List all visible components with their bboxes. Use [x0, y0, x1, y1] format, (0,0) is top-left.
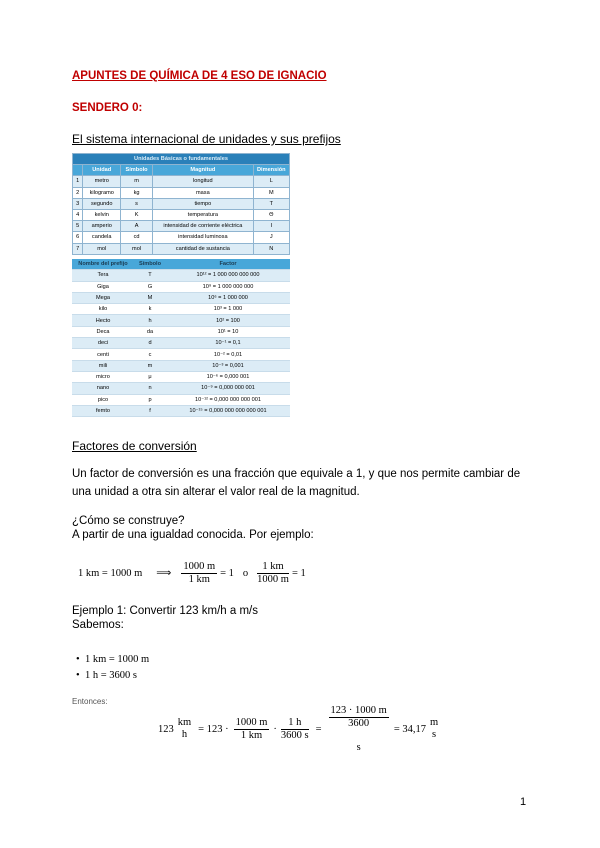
table-cell: centi [72, 349, 134, 360]
table-cell: kilogramo [83, 187, 121, 198]
table-row [72, 338, 290, 349]
table-row [73, 243, 290, 254]
table-cell: n [134, 383, 166, 394]
table-row [72, 281, 290, 292]
table-cell: N [253, 243, 289, 254]
table-cell: 10¹ = 10 [166, 326, 290, 337]
table-cell: K [121, 209, 153, 220]
table-cell: Hecto [72, 315, 134, 326]
table-cell: 10⁹ = 1 000 000 000 [166, 281, 290, 292]
units-table-title: Unidades Básicas o fundamentales [73, 154, 290, 165]
table-cell: 3 [73, 198, 83, 209]
table-cell: m [121, 176, 153, 187]
bullet-dot-icon: • [76, 654, 80, 665]
then-label: Entonces: [72, 697, 108, 706]
table-cell: 10⁻² = 0,01 [166, 349, 290, 360]
known-label: Sabemos: [72, 619, 124, 631]
table-cell: masa [153, 187, 254, 198]
equals-sign: = [315, 723, 322, 735]
fraction-denominator: 1 km [240, 729, 263, 741]
units-col-header: Símbolo [121, 165, 153, 176]
table-cell: 2 [73, 187, 83, 198]
table-cell: 4 [73, 209, 83, 220]
units-col-header [73, 165, 83, 176]
question-text: ¿Cómo se construye? [72, 515, 185, 527]
fraction-denominator: s [432, 729, 437, 740]
table-cell: M [253, 187, 289, 198]
or-text: o [242, 567, 249, 579]
table-cell: 10¹² = 1 000 000 000 000 [166, 270, 290, 281]
table-row [73, 209, 290, 220]
table-cell: longitud [153, 176, 254, 187]
prefixes-table [72, 259, 290, 417]
units-col-header: Magnitud [153, 165, 254, 176]
eq1-lhs: 1 km = 1000 m [78, 567, 143, 579]
factor-fraction [234, 717, 270, 742]
factor-fraction [257, 561, 289, 586]
table-cell: m [134, 360, 166, 371]
table-row [73, 221, 290, 232]
units-table [72, 153, 290, 255]
factor-fraction [329, 705, 389, 754]
table-cell: J [253, 232, 289, 243]
table-row [72, 383, 290, 394]
table-cell: 10² = 100 [166, 315, 290, 326]
table-row [72, 292, 290, 303]
page-number: 1 [520, 796, 527, 808]
fraction-numerator: 1 km [257, 561, 289, 574]
table-cell: 5 [73, 221, 83, 232]
table-cell: p [134, 394, 166, 405]
table-cell: mol [83, 243, 121, 254]
table-cell: f [134, 405, 166, 416]
table-row [72, 349, 290, 360]
equation-km-m [78, 558, 306, 588]
table-cell: Deca [72, 326, 134, 337]
table-cell: intensidad de corriente eléctrica [153, 221, 254, 232]
table-cell: micro [72, 371, 134, 382]
table-cell: d [134, 338, 166, 349]
implies-symbol: ⟹ [156, 568, 172, 579]
fraction-numerator: 1000 m [183, 560, 216, 572]
table-row [73, 232, 290, 243]
bullet-item [76, 654, 149, 665]
table-cell: mol [121, 243, 153, 254]
table-cell: temperatura [153, 209, 254, 220]
table-cell: M [134, 292, 166, 303]
table-cell: pico [72, 394, 134, 405]
table-cell: 10⁻⁶ = 0,000 001 [166, 371, 290, 382]
table-cell: segundo [83, 198, 121, 209]
table-cell: da [134, 326, 166, 337]
fraction-denominator: h [181, 729, 188, 740]
fraction-denominator: 1000 m [257, 573, 289, 585]
table-cell: Θ [253, 209, 289, 220]
fraction-numerator: m [430, 717, 439, 728]
bullet-item [76, 670, 137, 681]
example-title: Ejemplo 1: Convertir 123 km/h a m/s [72, 605, 258, 617]
table-row [73, 187, 290, 198]
eq2-mid: = 123 · [198, 723, 229, 735]
fraction-numerator: 1000 m [235, 716, 268, 728]
denominator-unit: s [356, 741, 361, 753]
bullet-text: 1 h = 3600 s [84, 670, 137, 681]
factor-fraction [281, 717, 309, 742]
table-cell: deci [72, 338, 134, 349]
table-cell: c [134, 349, 166, 360]
table-row [73, 176, 290, 187]
prefixes-col-header: Nombre del prefijo [72, 259, 134, 270]
table-row [72, 405, 290, 416]
table-cell: cantidad de sustancia [153, 243, 254, 254]
table-cell: candela [83, 232, 121, 243]
table-row [72, 304, 290, 315]
table-cell: nano [72, 383, 134, 394]
table-cell: s [121, 198, 153, 209]
denominator-number: 3600 [348, 717, 370, 729]
subtitle: El sistema internacional de unidades y sus prefijos [72, 132, 341, 146]
answer-text: A partir de una igualdad conocida. Por ejemplo: [72, 529, 314, 541]
bullet-text: 1 km = 1000 m [84, 654, 150, 665]
table-cell: A [121, 221, 153, 232]
equals-one: = 1 [291, 567, 306, 579]
table-row [72, 315, 290, 326]
table-cell: metro [83, 176, 121, 187]
fraction-numerator: 123 · 1000 m [330, 704, 387, 716]
table-cell: intensidad luminosa [153, 232, 254, 243]
table-cell: G [134, 281, 166, 292]
prefixes-col-header: Factor [166, 259, 290, 270]
table-cell: femto [72, 405, 134, 416]
table-cell: 10⁻³ = 0,001 [166, 360, 290, 371]
table-cell: mili [72, 360, 134, 371]
multiply-dot: · [273, 723, 277, 735]
bullet-dot-icon: • [76, 670, 80, 681]
table-cell: 10⁻¹⁵ = 0,000 000 000 000 001 [166, 405, 290, 416]
conversion-paragraph: Un factor de conversión es una fracción que equivale a 1, y que nos permite cambiar de una unidad a otra sin alterar el valor real de la magnitud. [72, 468, 521, 498]
table-cell: kilo [72, 304, 134, 315]
table-cell: h [134, 315, 166, 326]
factor-fraction [181, 561, 217, 586]
result-unit-fraction [428, 717, 440, 741]
table-cell: 10⁻⁹ = 0,000 000 001 [166, 383, 290, 394]
document-title: APUNTES DE QUÍMICA DE 4 ESO DE IGNACIO [72, 70, 327, 82]
table-cell: kg [121, 187, 153, 198]
equation-conversion [158, 704, 440, 753]
table-cell: I [253, 221, 289, 232]
table-cell: 10⁶ = 1 000 000 [166, 292, 290, 303]
table-row [72, 270, 290, 281]
table-cell: Tera [72, 270, 134, 281]
conversion-heading: Factores de conversión [72, 439, 197, 453]
units-col-header: Unidad [83, 165, 121, 176]
fraction-denominator [329, 718, 389, 754]
section-title: SENDERO 0: [72, 102, 143, 114]
table-cell: 6 [73, 232, 83, 243]
fraction-numerator: 1 h [281, 717, 309, 730]
table-cell: T [134, 270, 166, 281]
table-cell: μ [134, 371, 166, 382]
table-cell: 10³ = 1 000 [166, 304, 290, 315]
table-cell: 1 [73, 176, 83, 187]
table-cell: L [253, 176, 289, 187]
table-cell: 7 [73, 243, 83, 254]
table-cell: Mega [72, 292, 134, 303]
table-row [72, 371, 290, 382]
equals-one: = 1 [220, 567, 234, 579]
table-cell: kelvin [83, 209, 121, 220]
table-row [72, 360, 290, 371]
table-cell: k [134, 304, 166, 315]
fraction-denominator: 3600 s [280, 729, 309, 741]
table-cell: amperio [83, 221, 121, 232]
table-cell: Giga [72, 281, 134, 292]
prefixes-col-header: Símbolo [134, 259, 166, 270]
table-row [73, 198, 290, 209]
table-row [72, 326, 290, 337]
units-col-header: Dimensión [253, 165, 289, 176]
table-cell: 10⁻¹² = 0,000 000 000 001 [166, 394, 290, 405]
fraction-denominator: 1 km [188, 573, 210, 585]
fraction-numerator: km [177, 717, 192, 728]
table-cell: 10⁻¹ = 0,1 [166, 338, 290, 349]
unit-fraction [176, 717, 193, 741]
table-cell: T [253, 198, 289, 209]
table-cell: cd [121, 232, 153, 243]
table-cell: tiempo [153, 198, 254, 209]
result-value: = 34,17 [393, 723, 426, 735]
eq2-lead: 123 [158, 723, 174, 735]
table-row [72, 394, 290, 405]
